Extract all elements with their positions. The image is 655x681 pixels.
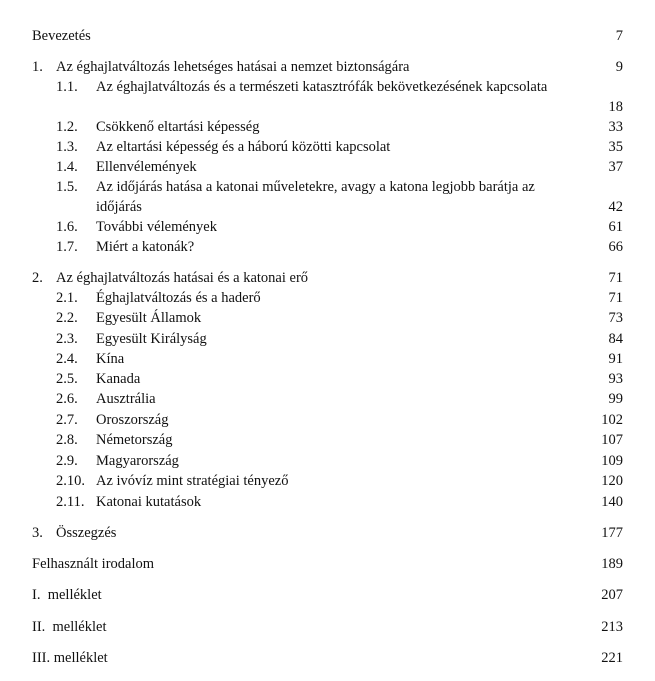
- toc-item-number: 2.9.: [56, 453, 78, 469]
- toc-item-2-7[interactable]: [0, 410, 655, 430]
- toc-item-page: 33: [608, 119, 623, 135]
- toc-item-number: 1.2.: [56, 119, 78, 135]
- toc-item-2-3[interactable]: [0, 329, 655, 349]
- toc-item-2-10[interactable]: [0, 471, 655, 491]
- toc-item-title: Magyarország: [96, 453, 179, 469]
- toc-entry-appendix-1[interactable]: [0, 585, 655, 605]
- toc-chapter-number: 1.: [32, 59, 43, 75]
- toc-item-title: Ausztrália: [96, 391, 156, 407]
- toc-item-title: Az éghajlatváltozás és a természeti katasztrófák bekövetkezésének kapcsolata: [96, 79, 548, 95]
- toc-item-title: Egyesült Királyság: [96, 331, 207, 347]
- toc-entry-title: Bevezetés: [32, 28, 91, 44]
- toc-item-number: 1.6.: [56, 219, 78, 235]
- toc-item-1-4[interactable]: [0, 157, 655, 177]
- toc-item-1-6[interactable]: [0, 217, 655, 237]
- toc-item-page: 71: [608, 290, 623, 306]
- toc-chapter-page: 71: [608, 270, 623, 286]
- toc-item-title: Az időjárás hatása a katonai műveletekre, avagy a katona legjobb barátja az időjárás: [96, 179, 535, 215]
- toc-entry-page: 213: [601, 619, 623, 635]
- toc-item-page: 73: [608, 310, 623, 326]
- toc-item-1-2[interactable]: [0, 117, 655, 137]
- toc-entry-title: II. melléklet: [32, 619, 107, 635]
- toc-item-page: 99: [608, 391, 623, 407]
- toc-chapter-title: Az éghajlatváltozás lehetséges hatásai a nemzet biztonságára: [56, 59, 410, 75]
- toc-chapter-page: 177: [601, 525, 623, 541]
- toc-item-1-5[interactable]: [0, 177, 655, 217]
- toc-entry-title: Felhasznált irodalom: [32, 556, 155, 572]
- toc-item-number: 2.4.: [56, 351, 78, 367]
- toc-item-title: Kína: [96, 351, 125, 367]
- toc-item-page: 37: [608, 159, 623, 175]
- toc-item-page: 61: [608, 219, 623, 235]
- toc-item-page: 107: [601, 432, 623, 448]
- toc-item-number: 2.8.: [56, 432, 78, 448]
- toc-entry-appendix-2[interactable]: [0, 617, 655, 637]
- toc-item-2-1[interactable]: [0, 288, 655, 308]
- toc-item-number: 2.5.: [56, 371, 78, 387]
- toc-chapter-number: 3.: [32, 525, 43, 541]
- toc-item-number: 1.4.: [56, 159, 78, 175]
- toc-item-2-2[interactable]: [0, 308, 655, 328]
- toc-item-number: 2.7.: [56, 412, 78, 428]
- toc-entry-page: 7: [615, 28, 623, 44]
- toc-item-2-9[interactable]: [0, 451, 655, 471]
- toc-item-number: 2.11.: [56, 494, 85, 510]
- toc-item-page: 42: [608, 199, 623, 215]
- toc-item-title: Az ivóvíz mint stratégiai tényező: [96, 473, 289, 489]
- toc-item-title: Egyesült Államok: [96, 310, 202, 326]
- toc-item-page: 35: [608, 139, 623, 155]
- toc-item-number: 2.2.: [56, 310, 78, 326]
- toc-item-page: 140: [601, 494, 623, 510]
- toc-item-1-1[interactable]: [0, 77, 655, 117]
- toc-item-1-3[interactable]: [0, 137, 655, 157]
- toc-item-number: 2.3.: [56, 331, 78, 347]
- toc-item-page: 93: [608, 371, 623, 387]
- toc-item-2-4[interactable]: [0, 349, 655, 369]
- toc-item-page: 84: [608, 331, 623, 347]
- toc-item-title: Éghajlatváltozás és a haderő: [96, 290, 261, 306]
- toc-chapter-2[interactable]: [0, 268, 655, 288]
- toc-entry-page: 189: [601, 556, 623, 572]
- toc-item-1-7[interactable]: [0, 237, 655, 257]
- toc-entry-page: 207: [601, 587, 623, 603]
- toc-chapter-1[interactable]: [0, 57, 655, 77]
- toc-item-2-6[interactable]: [0, 389, 655, 409]
- toc-item-number: 2.6.: [56, 391, 78, 407]
- toc-item-title: Németország: [96, 432, 173, 448]
- toc-chapter-title: Az éghajlatváltozás hatásai és a katonai erő: [56, 270, 309, 286]
- toc-item-title: Oroszország: [96, 412, 169, 428]
- toc-item-page: 91: [608, 351, 623, 367]
- toc-item-page: 120: [601, 473, 623, 489]
- toc-item-title: További vélemények: [96, 219, 217, 235]
- toc-item-title: Az eltartási képesség és a háború közötti kapcsolat: [96, 139, 391, 155]
- toc-chapter-3[interactable]: [0, 523, 655, 543]
- toc-item-page: 102: [601, 412, 623, 428]
- toc-item-2-5[interactable]: [0, 369, 655, 389]
- toc-entry-references[interactable]: [0, 554, 655, 574]
- toc-chapter-number: 2.: [32, 270, 43, 286]
- toc-item-title: Ellenvélemények: [96, 159, 197, 175]
- toc-item-2-8[interactable]: [0, 430, 655, 450]
- toc-item-title: Csökkenő eltartási képesség: [96, 119, 260, 135]
- toc-item-number: 2.10.: [56, 473, 85, 489]
- toc-item-page: 109: [601, 453, 623, 469]
- toc-entry-page: 221: [601, 650, 623, 666]
- toc-item-title: Miért a katonák?: [96, 239, 195, 255]
- toc-entry-intro[interactable]: [0, 26, 655, 46]
- toc-item-title: Katonai kutatások: [96, 494, 202, 510]
- toc-item-2-11[interactable]: [0, 492, 655, 512]
- toc-item-title: Kanada: [96, 371, 141, 387]
- toc-item-number: 1.7.: [56, 239, 78, 255]
- toc-chapter-page: 9: [615, 59, 623, 75]
- toc-chapter-title: Összegzés: [56, 525, 117, 541]
- toc-entry-appendix-3[interactable]: [0, 648, 655, 668]
- toc-item-number: 2.1.: [56, 290, 78, 306]
- toc-entry-title: III. melléklet: [32, 650, 108, 666]
- toc-item-number: 1.1.: [56, 79, 78, 95]
- toc-entry-title: I. melléklet: [32, 587, 102, 603]
- toc-item-page: 66: [608, 239, 623, 255]
- toc-item-number: 1.3.: [56, 139, 78, 155]
- toc-item-page: 18: [608, 99, 623, 115]
- toc-item-number: 1.5.: [56, 179, 78, 195]
